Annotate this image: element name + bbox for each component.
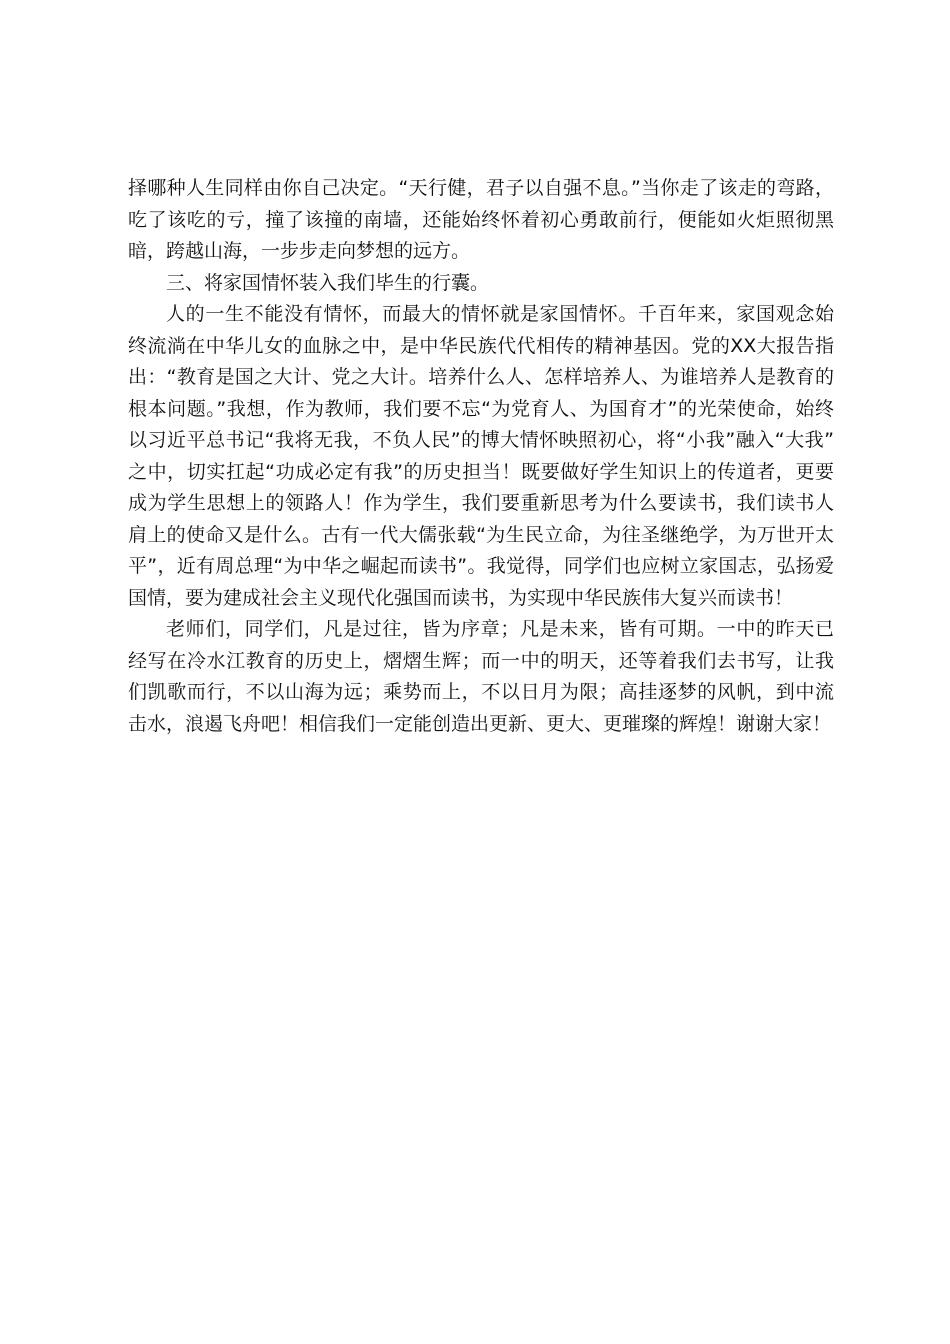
paragraph-line: 根本问题。”我想，作为教师，我们要不忘“为党育人、为国育才”的光荣使命，始终 <box>128 397 834 420</box>
paragraph-line: 终流淌在中华儿女的血脉之中，是中华民族代代相传的精神基因。党的XX大报告指 <box>128 334 834 357</box>
paragraph-line: 肩上的使命又是什么。古有一代大儒张载“为生民立命，为往圣继绝学，为万世开太 <box>128 523 834 546</box>
paragraph-line: 国情，要为建成社会主义现代化强国而读书，为实现中华民族伟大复兴而读书！ <box>128 586 794 609</box>
section-heading: 三、将家国情怀装入我们毕生的行囊。 <box>166 271 490 294</box>
paragraph-line: 暗，跨越山海，一步步走向梦想的远方。 <box>128 240 471 262</box>
paragraph-line: 成为学生思想上的领路人！作为学生，我们要重新思考为什么要读书，我们读书人 <box>128 492 834 514</box>
paragraph-line: 们凯歌而行，不以山海为远；乘势而上，不以日月为限；高挂逐梦的风帆，到中流 <box>128 681 834 703</box>
document-body <box>128 173 834 740</box>
paragraph-line: 择哪种人生同样由你自己决定。“天行健，君子以自强不息。”当你走了该走的弯路， <box>128 177 834 199</box>
paragraph-line: 人的一生不能没有情怀，而最大的情怀就是家国情怀。千百年来，家国观念始 <box>166 303 834 325</box>
paragraph-line: 吃了该吃的亏，撞了该撞的南墙，还能始终怀着初心勇敢前行，便能如火炬照彻黑 <box>128 208 834 231</box>
paragraph-line: 以习近平总书记“我将无我，不负人民”的博大情怀映照初心，将“小我”融入“大我” <box>128 429 834 451</box>
paragraph-line: 出：“教育是国之大计、党之大计。培养什么人、怎样培养人、为谁培养人是教育的 <box>128 366 834 388</box>
paragraph-line: 平”，近有周总理“为中华之崛起而读书”。我觉得，同学们也应树立家国志，弘扬爱 <box>128 555 834 577</box>
paragraph-line: 老师们，同学们，凡是过往，皆为序章；凡是未来，皆有可期。一中的昨天已 <box>166 618 834 640</box>
paragraph-line: 击水，浪遏飞舟吧！相信我们一定能创造出更新、更大、更璀璨的辉煌！谢谢大家！ <box>128 712 832 735</box>
paragraph-line: 之中，切实扛起“功成必定有我”的历史担当！既要做好学生知识上的传道者，更要 <box>128 460 834 483</box>
paragraph-line: 经写在冷水江教育的历史上，熠熠生辉；而一中的明天，还等着我们去书写，让我 <box>128 649 834 672</box>
